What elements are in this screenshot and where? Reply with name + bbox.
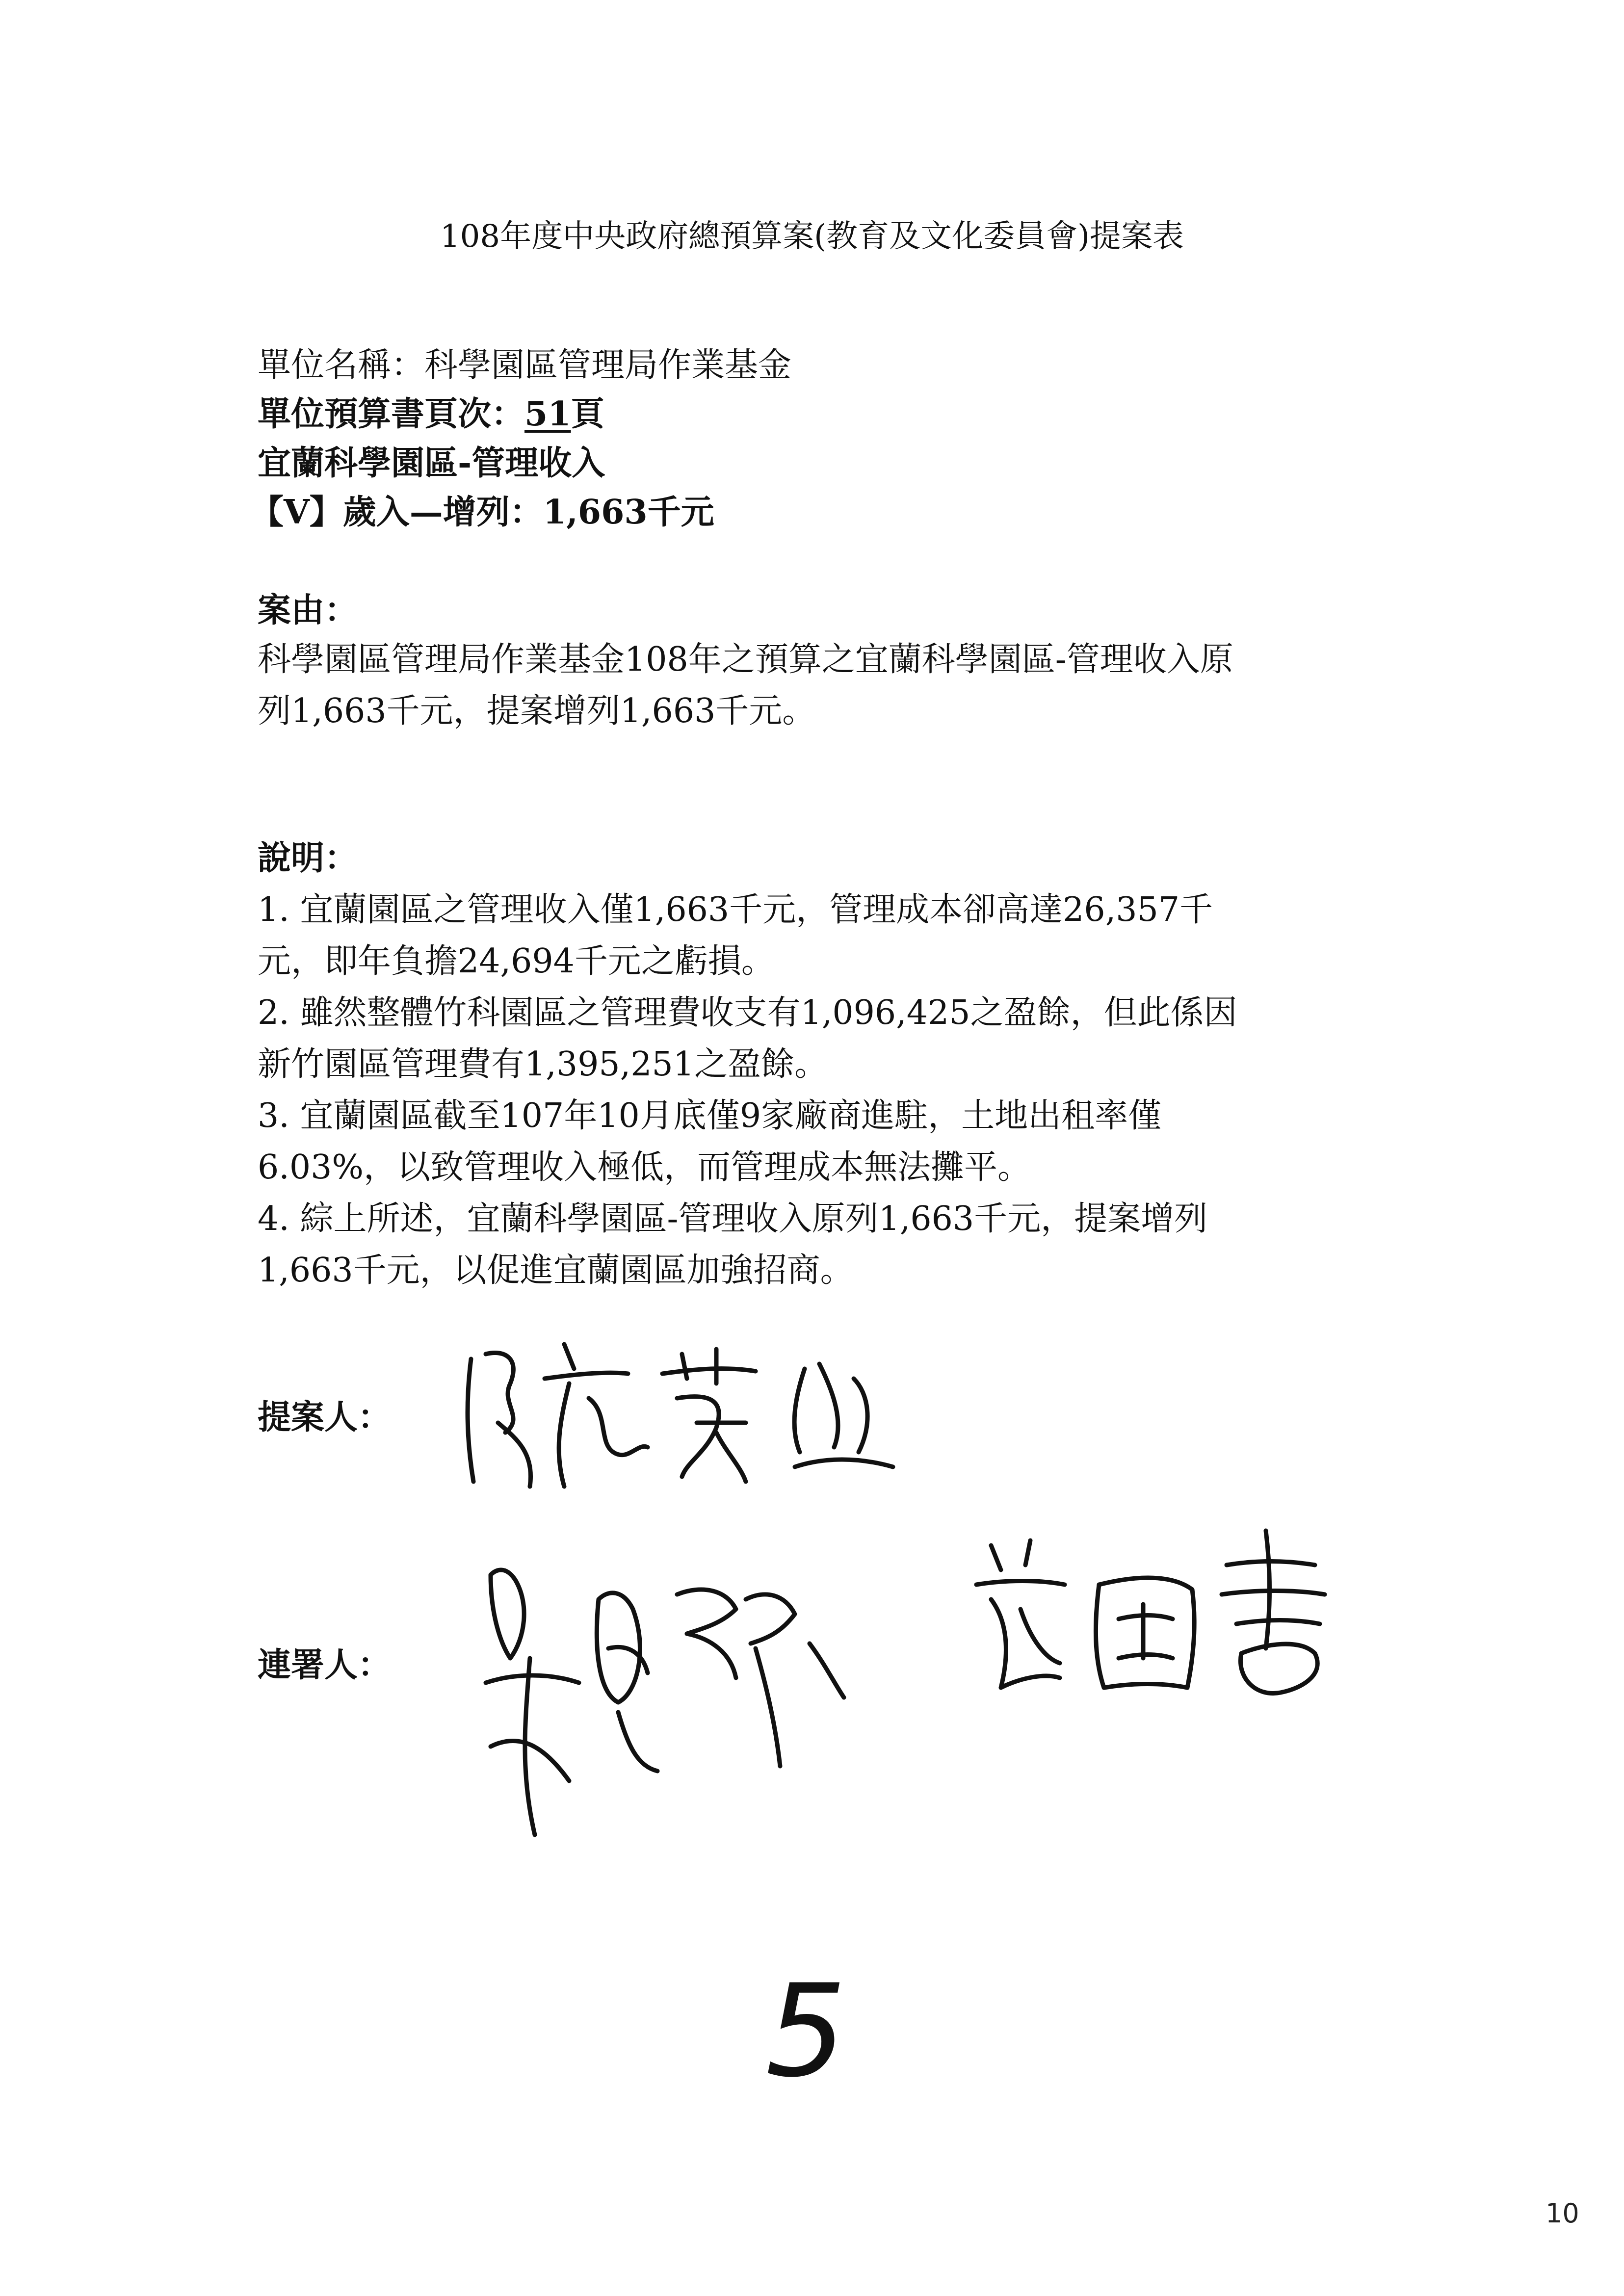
budget-page-line bbox=[258, 388, 604, 435]
reason-label: 案由： bbox=[258, 591, 358, 630]
action-line: 【V】歲入—增列：1,663千元 bbox=[250, 493, 714, 532]
explanation-line: 3. 宜蘭園區截至107年10月底僅9家廠商進駐，土地出租率僅 bbox=[258, 1096, 1162, 1135]
item-name: 宜蘭科學園區-管理收入 bbox=[258, 444, 605, 483]
reason-line: 科學園區管理局作業基金108年之預算之宜蘭科學園區-管理收入原 bbox=[258, 640, 1233, 679]
page-title: 108年度中央政府總預算案(教育及文化委員會)提案表 bbox=[440, 218, 1184, 255]
corner-mark: 10 bbox=[1545, 2198, 1579, 2229]
unit-name: 單位名稱：科學園區管理局作業基金 bbox=[258, 346, 792, 385]
explanation-label: 說明： bbox=[258, 838, 358, 878]
explanation-line: 4. 綜上所述，宜蘭科學園區-管理收入原列1,663千元，提案增列 bbox=[258, 1200, 1208, 1238]
explanation-line: 1. 宜蘭園區之管理收入僅1,663千元，管理成本卻高達26,357千 bbox=[258, 890, 1213, 929]
reason-line: 列1,663千元，提案增列1,663千元。 bbox=[258, 692, 816, 731]
cosigner-label: 連署人： bbox=[258, 1645, 392, 1685]
explanation-line: 6.03%，以致管理收入極低，而管理成本無法攤平。 bbox=[258, 1148, 1031, 1187]
cosigner-signature-1 bbox=[471, 1536, 942, 1850]
cosigner-signature-2 bbox=[962, 1511, 1354, 1717]
handwritten-page-number: 5 bbox=[765, 1957, 847, 2106]
budget-page-number: 51 bbox=[524, 394, 571, 434]
proposer-signature bbox=[451, 1325, 922, 1501]
explanation-line: 新竹園區管理費有1,395,251之盈餘。 bbox=[258, 1045, 828, 1084]
explanation-line: 1,663千元，以促進宜蘭園區加強招商。 bbox=[258, 1251, 854, 1290]
explanation-line: 元，即年負擔24,694千元之虧損。 bbox=[258, 942, 775, 981]
budget-page-label: 單位預算書頁次： bbox=[258, 394, 525, 434]
proposer-label: 提案人： bbox=[258, 1398, 392, 1437]
explanation-line: 2. 雖然整體竹科園區之管理費收支有1,096,425之盈餘，但此係因 bbox=[258, 993, 1237, 1032]
budget-page-suffix: 頁 bbox=[571, 394, 604, 434]
